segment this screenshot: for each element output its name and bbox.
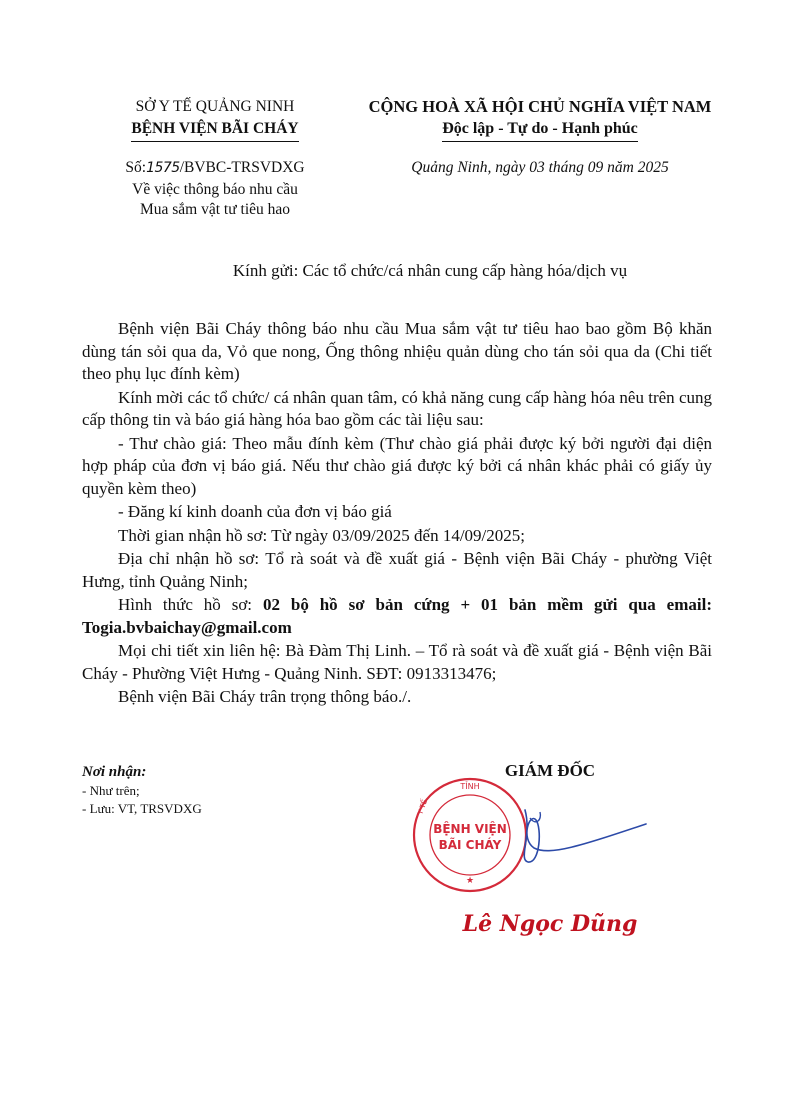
parent-organization: SỞ Y TẾ QUẢNG NINH (135, 98, 295, 115)
body-paragraph: Mọi chi tiết xin liên hệ: Bà Đàm Thị Linh. – Tổ rà soát và đề xuất giá - Bệnh viện Bãi Cháy - Phường Việt Hưng - Quảng Ninh. SĐT: 0913313476; (82, 641, 712, 683)
document-number (70, 158, 360, 178)
body-paragraph: - Thư chào giá: Theo mẫu đính kèm (Thư chào giá phải được ký bởi người đại diện hợp pháp của đơn vị báo giá. Nếu thư chào giá được ký bởi cá nhân khác phải có giấy ủy quyền kèm theo) (82, 433, 712, 498)
body-paragraph: Bệnh viện Bãi Cháy thông báo nhu cầu Mua sắm vật tư tiêu hao bao gồm Bộ khăn dùng tán sỏi qua da, Vỏ que nong, Ống thông nhiệu quản dùng cho tán sỏi qua da (Chi tiết theo phụ lục đính kèm) (82, 319, 712, 383)
body-paragraph-format (82, 594, 712, 639)
document-number-suffix: /BVBC-TRSVDXG (179, 159, 305, 176)
handwritten-signature (470, 790, 650, 880)
body-paragraph: Bệnh viện Bãi Cháy trân trọng thông báo./. (118, 687, 412, 706)
seal-text-line2: BÃI CHÁY (438, 838, 502, 852)
receiver-item: - Lưu: VT, TRSVDXG (82, 801, 202, 816)
subject-line-1: Về việc thông báo nhu cầu (132, 181, 298, 198)
signer-name: Lê Ngọc Dũng (462, 911, 638, 937)
body-paragraph: - Đăng kí kinh doanh của đơn vị báo giá (118, 502, 392, 521)
document-subject (70, 180, 360, 220)
receiver-item: - Như trên; (82, 783, 140, 798)
signer-title: GIÁM ĐỐC (504, 761, 596, 780)
signature-stroke (524, 810, 646, 862)
seal-ring-left: Y TẾ (416, 798, 430, 816)
issuer-block (70, 96, 360, 142)
seal-text-line1: BỆNH VIỆN (433, 822, 507, 836)
seal-ring-top: TỈNH (460, 782, 480, 791)
format-label: Hình thức hồ sơ: (118, 595, 263, 614)
signature-stroke (530, 812, 540, 822)
document-number-handwritten: 1575 (146, 160, 180, 176)
subject-line-2: Mua sắm vật tư tiêu hao (139, 201, 291, 218)
body-paragraph: Thời gian nhận hồ sơ: Từ ngày 03/09/2025 đến 14/09/2025; (118, 525, 525, 545)
national-title-block (330, 96, 750, 142)
seal-star-icon: ★ (465, 876, 475, 886)
recipient-line: Kính gửi: Các tổ chức/cá nhân cung cấp hàng hóa/dịch vụ (232, 261, 628, 280)
organization-name: BỆNH VIỆN BÃI CHÁY (131, 118, 298, 142)
body-paragraph: Địa chỉ nhận hồ sơ: Tổ rà soát và đề xuất giá - Bệnh viện Bãi Cháy - phường Việt Hưng, tỉnh Quảng Ninh; (82, 549, 712, 591)
document-body (82, 318, 712, 710)
receivers-block (82, 763, 342, 818)
receivers-title: Nơi nhận: (82, 764, 147, 780)
document-number-prefix: Số: (125, 159, 147, 176)
national-motto: Độc lập - Tự do - Hạnh phúc (442, 118, 638, 142)
body-paragraph: Kính mời các tổ chức/ cá nhân quan tâm, có khả năng cung cấp hàng hóa nêu trên cung cấp thông tin và báo giá hàng hóa bao gồm các tài liệu sau: (82, 387, 712, 429)
format-detail: 02 bộ hồ sơ bản cứng + 01 bản mềm gửi qua email: Togia.bvbaichay@gmail.com (82, 595, 713, 637)
document-date: Quảng Ninh, ngày 03 tháng 09 năm 2025 (411, 159, 669, 176)
national-title: CỘNG HOÀ XÃ HỘI CHỦ NGHĨA VIỆT NAM (368, 97, 712, 116)
